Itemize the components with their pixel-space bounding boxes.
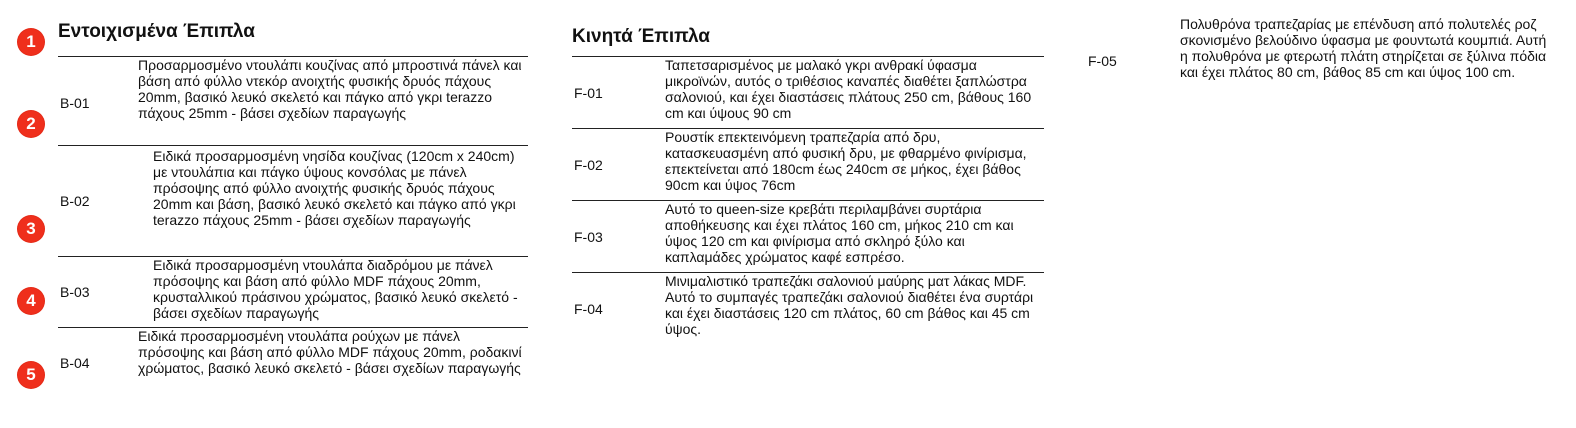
item-description: Προσαρμοσμένο ντουλάπι κουζίνας από μπροστινά πάνελ και βάση από φύλλο ντεκόρ ανοιχτής φυσικής δρυός πάχους 20mm, βασικό λευκό σκελετό και πάγκο από γκρι terazzo πάχους 25mm - βάσει σχεδίων παραγωγής	[138, 57, 522, 121]
number-badge-1: 1	[18, 29, 44, 55]
item-description: Ειδικά προσαρμοσμένη νησίδα κουζίνας (120cm x 240cm) με ντουλάπια και πάγκο ύψους κονσόλας με πάνελ πρόσοψης από φύλλο ανοιχτής φυσικής δρυός πάχους 20mm και βάση, βασικό λευκό σκελετό και πάγκο από γκρι terazzo πάχους 25mm - βάσει σχεδίων παραγωγής	[153, 148, 516, 228]
item-description-f05: Πολυθρόνα τραπεζαρίας με επένδυση από πολυτελές ροζ σκονισμένο βελούδινο ύφασμα με φουντωτά κουμπιά. Αυτή η πολυθρόνα με φτερωτή πλάτη στηρίζεται σε ξύλινα πόδια και έχει πλάτος 80 cm, βάθος 85 cm και ύψος 100 cm.	[1180, 16, 1547, 80]
item-code: B-03	[60, 284, 90, 300]
item-code: F-01	[574, 85, 603, 101]
item-code: B-02	[60, 193, 90, 209]
item-description: Μινιμαλιστικό τραπεζάκι σαλονιού μαύρης ματ λάκας MDF. Αυτό το συμπαγές τραπεζάκι σαλονιού διαθέτει ένα συρτάρι και έχει διαστάσεις 120 cm πλάτος, 60 cm βάθος και 45 cm ύψος.	[665, 273, 1034, 337]
item-description: Ταπετσαρισμένος με μαλακό γκρι ανθρακί ύφασμα μικροϊνών, αυτός ο τριθέσιος καναπές διαθέτει ξαπλώστρα σαλονιού, και έχει διαστάσεις πλάτους 250 cm, βάθους 160 cm και ύψους 90 cm	[665, 57, 1032, 121]
item-code: B-01	[60, 95, 90, 111]
table-row	[572, 272, 1044, 344]
section-title-movable: Κινητά Έπιπλα	[572, 26, 710, 47]
item-code: B-04	[60, 355, 90, 371]
number-badge-3: 3	[18, 216, 44, 242]
table-row	[572, 200, 1044, 272]
number-badge-5: 5	[18, 362, 44, 388]
item-description: Ειδικά προσαρμοσμένη ντουλάπα ρούχων με πάνελ πρόσοψης και βάση από φύλλο MDF πάχους 20mm, ροδακινί χρώματος, βασικό λευκό σκελετό - βάσει σχεδίων παραγωγής	[138, 328, 522, 376]
item-code: F-02	[574, 157, 603, 173]
table-row	[58, 327, 528, 402]
section-title-built-in: Εντοιχισμένα Έπιπλα	[58, 21, 255, 42]
table-row	[58, 145, 528, 256]
item-description: Ρουστίκ επεκτεινόμενη τραπεζαρία από δρυ, κατασκευασμένη από φυσική δρυ, με φθαρμένο φινίρισμα, επεκτείνεται από 180cm έως 240cm σε μήκος, έχει βάθος 90cm και ύψος 76cm	[665, 129, 1027, 193]
item-code: F-03	[574, 229, 603, 245]
number-badge-2: 2	[18, 111, 44, 137]
number-badge-4: 4	[18, 288, 44, 314]
table-row	[58, 56, 528, 145]
item-description: Ειδικά προσαρμοσμένη ντουλάπα διαδρόμου με πάνελ πρόσοψης και βάση από φύλλο MDF πάχους 20mm, κρυσταλλικού πράσινου χρώματος, βασικό λευκό σκελετό - βάσει σχεδίων παραγωγής	[153, 257, 518, 321]
item-code: F-04	[574, 301, 603, 317]
item-description: Αυτό το queen-size κρεβάτι περιλαμβάνει συρτάρια αποθήκευσης και έχει πλάτος 160 cm, μήκος 210 cm και ύψος 120 cm και φινίρισμα από σκληρό ξύλο και καπλαμάδες χρώματος καφέ εσπρέσο.	[665, 201, 1014, 265]
table-row	[572, 56, 1044, 128]
table-row	[58, 256, 528, 327]
table-row	[572, 128, 1044, 200]
item-code-f05: F-05	[1088, 53, 1117, 69]
